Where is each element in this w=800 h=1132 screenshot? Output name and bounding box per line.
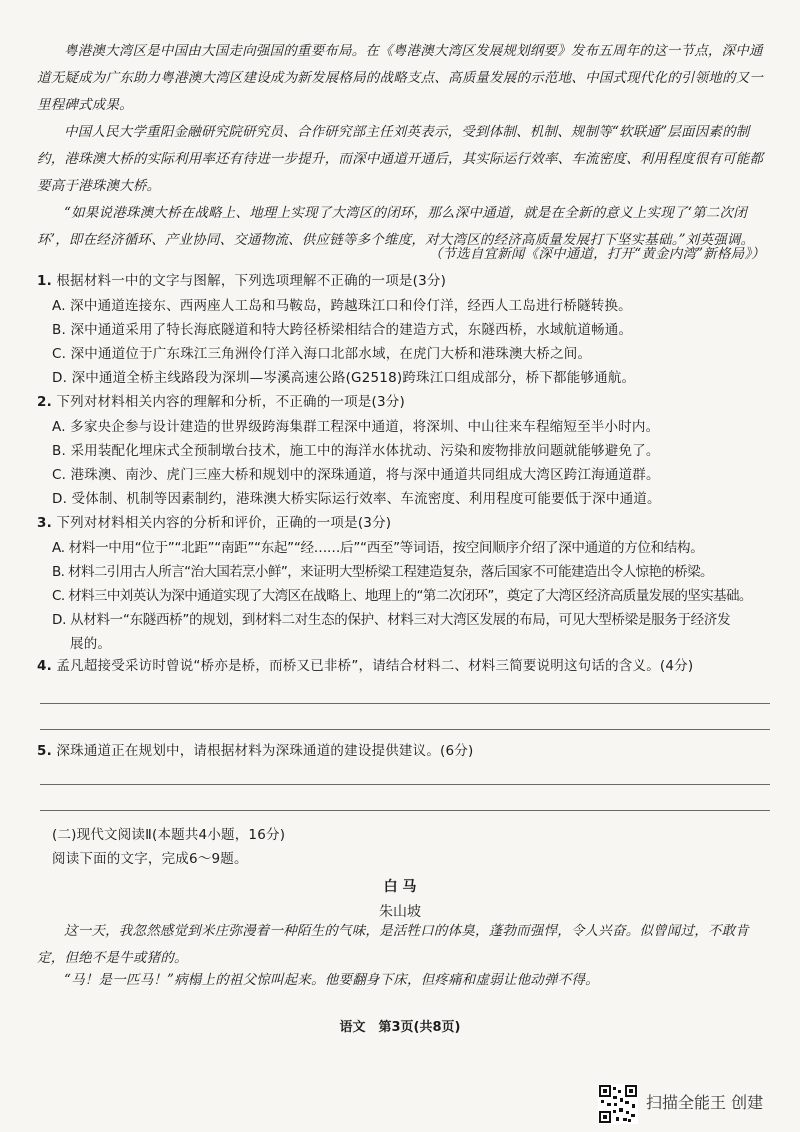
option-a: A. 深中通道连接东、西两座人工岛和马鞍岛，跨越珠江口和伶仃洋，经西人工岛进行桥隧转换。 [52, 298, 632, 314]
question-number: 5. [37, 743, 52, 759]
section-instruction: 阅读下面的文字，完成6～9题。 [52, 851, 248, 867]
option-d-continuation: 展的。 [70, 636, 112, 652]
question-number: 4. [37, 658, 52, 674]
option-b: B. 深中通道采用了特长海底隧道和特大跨径桥梁相结合的建造方式，东隧西桥，水域航道畅通。 [52, 322, 633, 338]
question-stem: 下列对材料相关内容的理解和分析，不正确的一项是(3分) [56, 394, 405, 410]
option-b: B. 材料二引用古人所言“治大国若烹小鲜”，来证明大型桥梁工程建造复杂，落后国家不可能建造出令人惊艳的桥梁。 [52, 564, 713, 580]
material3-source: （节选自宜新闻《深中通道，打开“黄金内湾”新格局》） [428, 246, 765, 262]
question-3 [37, 510, 765, 537]
story-title: 白 马 [383, 879, 417, 895]
qr-code-icon [598, 1084, 638, 1124]
answer-line[interactable] [40, 703, 770, 704]
section-heading: (二)现代文阅读Ⅱ(本题共4小题，16分) [52, 827, 286, 843]
question-number: 3. [37, 515, 52, 531]
question-stem: 根据材料一中的文字与图解，下列选项理解不正确的一项是(3分) [56, 273, 447, 289]
question-number: 2. [37, 394, 52, 410]
material3-paragraph-3: “如果说港珠澳大桥在战略上、地理上实现了大湾区的闭环，那么深中通道，就是在全新的意义上实现了‘第二次闭环’，即在经济循环、产业协同、交通物流、供应链等多个维度，对大湾区的经济高质量发展打下坚实基础。”刘英强调。 [37, 205, 755, 248]
option-a: A. 材料一中用“位于”“北距”“南距”“东起”“经……后”“西至”等词语，按空间顺序介绍了深中通道的方位和结构。 [52, 540, 704, 556]
story-paragraph-1: 这一天，我忽然感觉到米庄弥漫着一种陌生的气味，是活牲口的体臭，蓬勃而强悍，令人兴奋。似曾闻过，不敢肯定，但绝不是牛或猪的。 [37, 923, 749, 966]
option-d: D. 深中通道全桥主线路段为深圳—岑溪高速公路(G2518)跨珠江口组成部分，桥下都能够通航。 [52, 370, 636, 386]
option-d: D. 从材料一“东隧西桥”的规划，到材料二对生态的保护、材料三对大湾区发展的布局，可见大型桥梁是服务于经济发 [52, 612, 731, 628]
question-stem: 下列对材料相关内容的分析和评价，正确的一项是(3分) [56, 515, 392, 531]
option-b: B. 采用装配化埋床式全预制墩台技术，施工中的海洋水体扰动、污染和废物排放问题就能够避免了。 [52, 443, 660, 459]
question-1 [37, 268, 765, 295]
story-author: 朱山坡 [379, 904, 421, 920]
question-stem: 孟凡超接受采访时曾说“桥亦是桥，而桥又已非桥”，请结合材料二、材料三简要说明这句话的含义。(4分) [56, 658, 694, 674]
material3-paragraph-1: 粤港澳大湾区是中国由大国走向强国的重要布局。在《粤港澳大湾区发展规划纲要》发布五周年的这一节点，深中通道无疑成为广东助力粤港澳大湾区建设成为新发展格局的战略支点、高质量发展的示范地、中国式现代化的引领地的又一里程碑式成果。 [37, 43, 764, 113]
option-c: C. 港珠澳、南沙、虎门三座大桥和规划中的深珠通道，将与深中通道共同组成大湾区跨江海通道群。 [52, 467, 660, 483]
option-c: C. 深中通道位于广东珠江三角洲伶仃洋入海口北部水域，在虎门大桥和港珠澳大桥之间。 [52, 346, 592, 362]
material3-paragraph-2: 中国人民大学重阳金融研究院研究员、合作研究部主任刘英表示，受到体制、机制、规制等“软联通”层面因素的制约，港珠澳大桥的实际利用率还有待进一步提升，而深中通道开通后，其实际运行效率、车流密度、利用程度很有可能都要高于港珠澳大桥。 [37, 124, 764, 194]
question-4 [37, 653, 765, 680]
story-paragraph-2: “马！是一匹马！”病榻上的祖父惊叫起来。他要翻身下床，但疼痛和虚弱让他动弹不得。 [64, 972, 599, 988]
option-d: D. 受体制、机制等因素制约，港珠澳大桥实际运行效率、车流密度、利用程度可能要低于深中通道。 [52, 491, 661, 507]
question-5 [37, 738, 765, 765]
answer-line[interactable] [40, 784, 770, 785]
scanner-watermark-text: 扫描全能王 创建 [646, 1093, 764, 1112]
question-stem: 深珠通道正在规划中，请根据材料为深珠通道的建设提供建议。(6分) [56, 743, 474, 759]
option-a: A. 多家央企参与设计建造的世界级跨海集群工程深中通道，将深圳、中山往来车程缩短至半小时内。 [52, 419, 660, 435]
page-footer: 语文 第3页(共8页) [339, 1020, 461, 1035]
question-2 [37, 389, 765, 416]
option-c: C. 材料三中刘英认为深中通道实现了大湾区在战略上、地理上的“第二次闭环”，奠定了大湾区经济高质量发展的坚实基础。 [52, 588, 752, 604]
answer-line[interactable] [40, 810, 770, 811]
question-number: 1. [37, 273, 52, 289]
answer-line[interactable] [40, 729, 770, 730]
